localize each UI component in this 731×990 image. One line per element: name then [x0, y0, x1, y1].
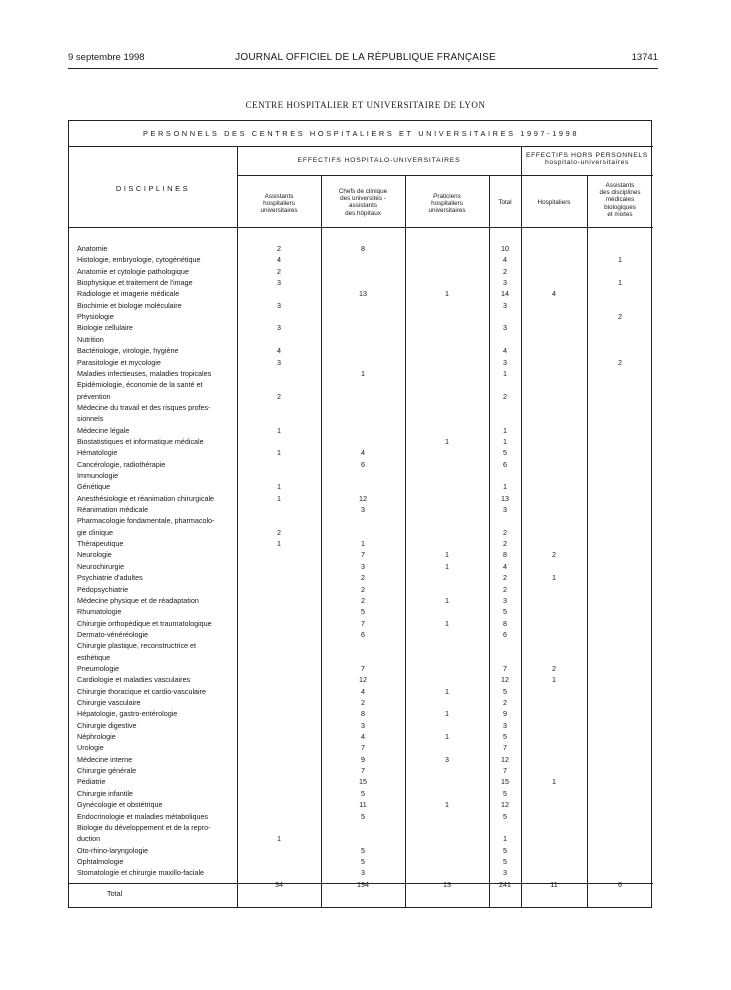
table-cell: 5 [503, 856, 507, 866]
disciplines-header: DISCIPLINES [115, 184, 191, 193]
table-cell: 1 [552, 573, 556, 583]
discipline-name: Radiologie et imagerie médicale [77, 289, 180, 299]
table-cell: 2 [277, 244, 281, 253]
table-cell: 2 [552, 663, 556, 673]
table-cell: 3 [277, 300, 281, 310]
table-row [69, 504, 653, 515]
discipline-name: Psychiatrie d'adultes [77, 573, 143, 583]
discipline-name: Gynécologie et obstétrique [77, 800, 163, 810]
title-divider [69, 146, 653, 147]
table-cell: 6 [361, 629, 365, 639]
table-cell: 5 [361, 607, 365, 617]
discipline-name: Chirurgie infantile [77, 788, 133, 798]
table-cell: 5 [503, 686, 507, 696]
table-cell: 1 [445, 289, 449, 299]
table-row [69, 867, 653, 878]
discipline-name: Biologie du développement et de la repro- duction [77, 822, 211, 844]
discipline-name: Pédiatrie [77, 777, 106, 787]
table-cell: 2 [618, 312, 622, 322]
table-cell: 3 [503, 868, 507, 878]
discipline-name: Cardiologie et maladies vasculaires [77, 675, 191, 685]
discipline-name: Chirurgie orthopédique et traumatologique [77, 618, 212, 628]
table-cell: 2 [361, 584, 365, 594]
table-cell: 12 [501, 800, 509, 810]
total-label: Total [107, 889, 123, 898]
table-row [69, 561, 653, 572]
table-cell: 8 [503, 618, 507, 628]
table-cell: 1 [503, 834, 507, 844]
table-cell: 3 [503, 357, 507, 367]
table-cell: 8 [503, 550, 507, 560]
table-cell: 8 [361, 709, 365, 719]
table-cell: 4 [277, 255, 281, 265]
discipline-name: Physiologie [77, 312, 114, 322]
table-cell: 5 [361, 856, 365, 866]
table-cell: 5 [503, 811, 507, 821]
table-cell: 2 [361, 595, 365, 605]
table-cell: 2 [503, 584, 507, 594]
discipline-name: Réanimation médicale [77, 505, 149, 515]
table-cell: 2 [552, 550, 556, 560]
table-row [69, 402, 653, 425]
table-cell: 2 [503, 573, 507, 583]
table-row [69, 345, 653, 356]
table-cell: 4 [277, 346, 281, 356]
total-cell: 241 [499, 880, 511, 889]
table-cell: 13 [501, 493, 509, 503]
table-cell: 2 [503, 698, 507, 707]
table-cell: 2 [277, 391, 281, 401]
table-cell: 3 [361, 505, 365, 515]
discipline-name: Pneumologie [77, 663, 119, 673]
discipline-name: Neurologie [77, 550, 112, 560]
discipline-name: Chirurgie thoracique et cardio-vasculaire [77, 686, 207, 696]
table-cell: 9 [503, 709, 507, 719]
table-cell: 1 [503, 425, 507, 435]
table-cell: 5 [503, 448, 507, 458]
table-row [69, 447, 653, 458]
table-cell: 3 [277, 323, 281, 333]
table-cell: 3 [503, 278, 507, 288]
table-cell: 1 [277, 493, 281, 503]
table-cell: 3 [361, 720, 365, 730]
table-row [69, 379, 653, 402]
table-row [69, 425, 653, 436]
discipline-name: Anesthésiologie et réanimation chirurgicale [77, 493, 215, 503]
discipline-name: Biostatistiques et informatique médicale [77, 436, 204, 446]
table-cell: 1 [361, 539, 365, 549]
discipline-name: Endocrinologie et maladies métaboliques [77, 811, 209, 821]
table-cell: 7 [361, 766, 365, 776]
table-row [69, 549, 653, 560]
table-cell: 1 [445, 436, 449, 446]
table-cell: 1 [445, 686, 449, 696]
table-cell: 3 [503, 720, 507, 730]
discipline-name: Maladies infectieuses, maladies tropicales [77, 368, 212, 378]
table-cell: 2 [503, 539, 507, 549]
table-cell: 2 [361, 698, 365, 707]
table-row [69, 822, 653, 845]
discipline-name: Parasitologie et mycologie [77, 357, 161, 367]
table-cell: 1 [277, 834, 281, 844]
table-row [69, 720, 653, 731]
table-cell: 1 [503, 368, 507, 378]
table-title: PERSONNELS DES CENTRES HOSPITALIERS ET UNIVERSITAIRES 1997-1998 [142, 129, 580, 138]
table-row [69, 799, 653, 810]
table-row [69, 515, 653, 538]
table-cell: 11 [359, 800, 367, 810]
table-cell: 3 [503, 323, 507, 333]
table-cell: 3 [503, 595, 507, 605]
discipline-name: Chirurgie plastique, reconstructrice et esthétique [77, 641, 197, 662]
table-cell: 1 [503, 482, 507, 492]
table-cell: 7 [503, 766, 507, 776]
table-cell: 7 [503, 663, 507, 673]
discipline-name: Médecine du travail et des risques profes- sionnels [77, 402, 211, 424]
table-cell: 1 [445, 709, 449, 719]
discipline-name: Immunologie [77, 471, 119, 480]
table-cell: 4 [361, 448, 365, 458]
table-row [69, 470, 653, 481]
table-cell: 5 [361, 811, 365, 821]
table-cell: 9 [361, 754, 365, 764]
staff-table [68, 120, 652, 908]
table-cell: 1 [552, 777, 556, 787]
table-row [69, 731, 653, 742]
header-page-number: 13741 [631, 52, 658, 63]
table-row [69, 459, 653, 470]
total-cell: 194 [357, 880, 369, 889]
table-row [69, 334, 653, 345]
table-cell: 1 [445, 595, 449, 605]
header-rule [68, 68, 658, 69]
discipline-name: Stomatologie et chirurgie maxillo-faciale [77, 868, 205, 878]
table-cell: 4 [503, 561, 507, 571]
table-row [69, 481, 653, 492]
table-cell: 3 [445, 754, 449, 764]
discipline-name: Génétique [77, 482, 111, 492]
page-subtitle: CENTRE HOSPITALIER ET UNIVERSITAIRE DE LYON [245, 100, 486, 110]
table-row [69, 618, 653, 629]
discipline-name: Histologie, embryologie, cytogénétique [77, 255, 201, 265]
table-cell: 4 [361, 732, 365, 742]
discipline-name: Pharmacologie fondamentale, pharmacolo- gie clinique [77, 516, 215, 537]
table-cell: 1 [445, 618, 449, 628]
col-header-praticiens: Praticiens hospitaliers universitaires [428, 193, 466, 215]
table-cell: 1 [277, 448, 281, 458]
table-cell: 14 [501, 289, 509, 299]
table-row [69, 493, 653, 504]
table-row [69, 436, 653, 447]
table-row [69, 595, 653, 606]
table-cell: 6 [361, 459, 365, 469]
col-header-assistants-disciplines: Assistants des disciplines médicales biologiques et mixtes [599, 182, 641, 218]
table-row [69, 788, 653, 799]
table-row [69, 322, 653, 333]
table-cell: 5 [503, 788, 507, 798]
table-row [69, 776, 653, 787]
discipline-name: Pédopsychiatrie [77, 584, 129, 594]
discipline-name: Rhumatologie [77, 607, 122, 617]
col-header-hospitaliers: Hospitaliers [537, 199, 571, 206]
table-row [69, 584, 653, 595]
table-cell: 1 [445, 732, 449, 742]
table-cell: 3 [277, 357, 281, 367]
table-cell: 1 [445, 550, 449, 560]
table-cell: 3 [503, 505, 507, 515]
col-header-chefs-clinique: Chefs de clinique des universités - assistants des hôpitaux [338, 188, 388, 217]
table-row [69, 572, 653, 583]
table-row [69, 845, 653, 856]
table-cell: 4 [361, 686, 365, 696]
table-cell: 4 [503, 255, 507, 265]
total-cell: 34 [275, 880, 283, 889]
table-cell: 1 [445, 561, 449, 571]
discipline-name: Médecine physique et de réadaptation [77, 595, 199, 605]
col-header-total: Total [498, 199, 512, 206]
table-cell: 7 [361, 663, 365, 673]
discipline-name: Epidémiologie, économie de la santé et prévention [77, 380, 203, 401]
table-row [69, 640, 653, 663]
table-cell: 15 [501, 777, 509, 787]
discipline-name: Oto-rhino-laryngologie [77, 845, 149, 855]
discipline-name: Anatomie et cytologie pathologique [77, 266, 189, 276]
total-cell: 11 [550, 880, 558, 889]
table-cell: 2 [503, 391, 507, 401]
discipline-name: Neurochirurgie [77, 561, 125, 571]
table-cell: 15 [359, 777, 367, 787]
table-cell: 12 [501, 675, 509, 685]
table-row [69, 856, 653, 867]
table-row [69, 243, 653, 254]
table-cell: 1 [277, 482, 281, 492]
total-cell: 6 [618, 880, 622, 889]
table-cell: 3 [361, 868, 365, 878]
total-cell: 13 [443, 880, 451, 889]
discipline-name: Biologie cellulaire [77, 323, 133, 333]
table-row [69, 277, 653, 288]
table-cell: 13 [359, 289, 367, 299]
table-row [69, 708, 653, 719]
discipline-name: Biophysique et traitement de l'image [77, 278, 193, 288]
discipline-name: Chirurgie générale [77, 766, 137, 776]
discipline-name: Nutrition [77, 334, 104, 344]
discipline-name: Médecine interne [77, 754, 133, 764]
table-cell: 5 [503, 732, 507, 742]
table-cell: 1 [277, 425, 281, 435]
discipline-name: Chirurgie digestive [77, 720, 137, 730]
table-row [69, 663, 653, 674]
header-journal-title: JOURNAL OFFICIEL DE LA RÉPUBLIQUE FRANÇAISE [235, 52, 496, 63]
table-cell: 4 [503, 346, 507, 356]
table-row [69, 368, 653, 379]
table-cell: 6 [503, 459, 507, 469]
table-cell: 5 [361, 788, 365, 798]
table-cell: 2 [277, 527, 281, 537]
table-cell: 2 [361, 573, 365, 583]
table-row [69, 300, 653, 311]
table-cell: 10 [501, 244, 509, 253]
table-cell: 7 [361, 550, 365, 560]
table-cell: 1 [361, 368, 365, 378]
table-cell: 7 [361, 743, 365, 753]
table-cell: 1 [445, 800, 449, 810]
discipline-name: Chirurgie vasculaire [77, 698, 141, 707]
table-cell: 1 [503, 436, 507, 446]
table-cell: 3 [503, 300, 507, 310]
table-row [69, 629, 653, 640]
table-cell: 5 [503, 845, 507, 855]
table-row [69, 266, 653, 277]
discipline-name: Anatomie [77, 244, 108, 253]
table-row [69, 311, 653, 322]
discipline-name: Ophtalmologie [77, 856, 124, 866]
discipline-name: Thérapeutique [77, 539, 124, 549]
table-cell: 12 [359, 493, 367, 503]
discipline-name: Hépatologie, gastro-entérologie [77, 709, 178, 719]
table-cell: 7 [361, 618, 365, 628]
discipline-name: Cancérologie, radiothérapie [77, 459, 166, 469]
table-cell: 1 [618, 255, 622, 265]
discipline-name: Médecine légale [77, 425, 130, 435]
header-divider [69, 227, 653, 228]
header-date: 9 septembre 1998 [68, 52, 145, 63]
table-row [69, 538, 653, 549]
table-row [69, 765, 653, 776]
table-row [69, 288, 653, 299]
table-cell: 5 [503, 607, 507, 617]
table-cell: 12 [501, 754, 509, 764]
table-row [69, 686, 653, 697]
table-cell: 1 [552, 675, 556, 685]
table-row [69, 674, 653, 685]
table-cell: 8 [361, 244, 365, 253]
group1-divider [237, 175, 521, 176]
discipline-name: Hématologie [77, 448, 118, 458]
table-row [69, 606, 653, 617]
group-header-hospitalo-universitaires: EFFECTIFS HOSPITALO-UNIVERSITAIRES [297, 157, 461, 164]
table-row [69, 754, 653, 765]
discipline-name: Bactériologie, virologie, hygiène [77, 346, 179, 356]
table-cell: 2 [503, 266, 507, 276]
col-header-assistants-hu: Assistants hospitaliers universitaires [260, 193, 298, 215]
table-cell: 2 [618, 357, 622, 367]
table-cell: 2 [277, 266, 281, 276]
table-row [69, 742, 653, 753]
discipline-name: Urologie [77, 743, 104, 753]
discipline-name: Néphrologie [77, 732, 116, 742]
group-header-hors-personnels: EFFECTIFS HORS PERSONNELS hospitalo-universitaires [526, 152, 648, 167]
table-cell: 2 [503, 527, 507, 537]
table-row [69, 811, 653, 822]
table-cell: 12 [359, 675, 367, 685]
table-cell: 5 [361, 845, 365, 855]
discipline-name: Biochimie et biologie moléculaire [77, 300, 182, 310]
table-row [69, 697, 653, 708]
table-row [69, 357, 653, 368]
table-cell: 4 [552, 289, 556, 299]
table-row [69, 254, 653, 265]
table-cell: 7 [503, 743, 507, 753]
table-cell: 1 [618, 278, 622, 288]
discipline-name: Dermato-vénéréologie [77, 629, 149, 639]
table-cell: 3 [277, 278, 281, 288]
table-cell: 1 [277, 539, 281, 549]
table-cell: 6 [503, 629, 507, 639]
table-cell: 3 [361, 561, 365, 571]
